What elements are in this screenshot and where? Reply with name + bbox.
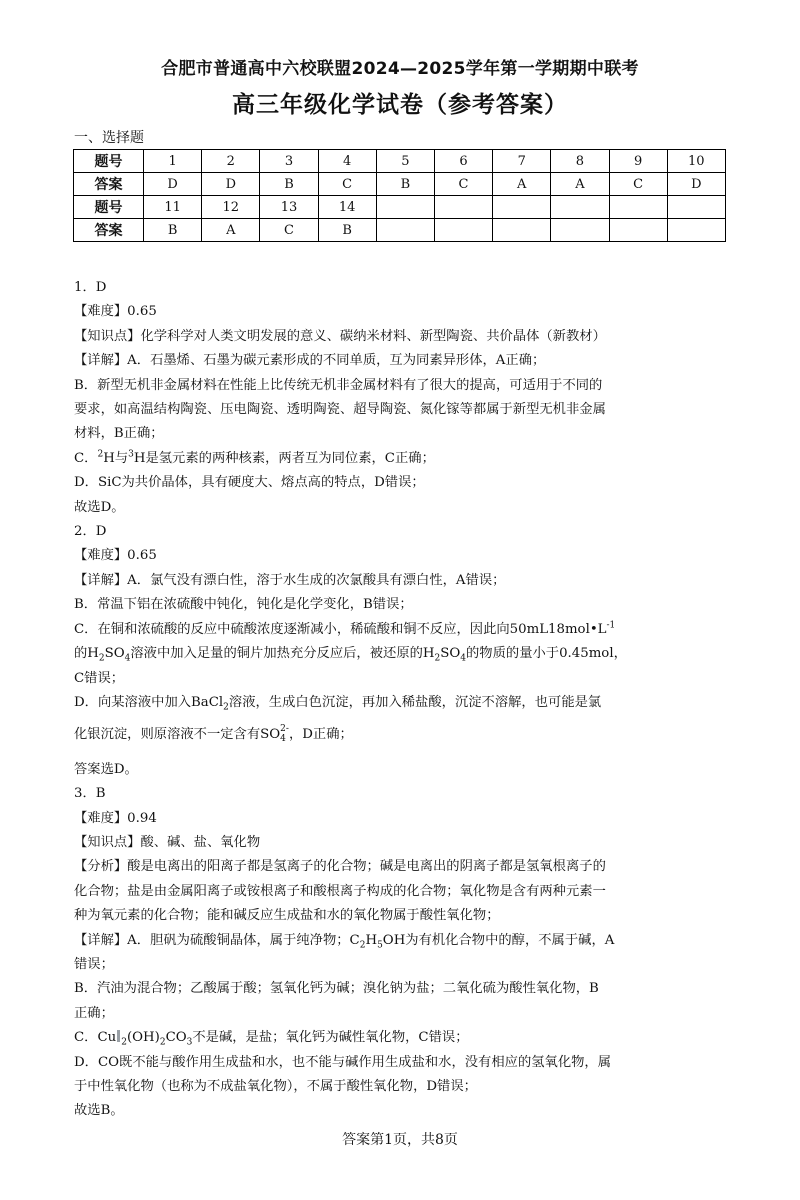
table-cell <box>434 196 492 219</box>
mass-number: 3 <box>128 449 134 460</box>
table-cell: 11 <box>144 196 202 219</box>
text-run: 的物质的量小于0.45mol， <box>466 646 627 662</box>
question-1-option-c <box>74 447 734 471</box>
subscript: 2 <box>359 940 366 951</box>
text-run: OH为有机化合物中的醇，不属于碱，A <box>382 932 615 948</box>
answer-header: 答案 <box>74 219 144 242</box>
table-cell: 4 <box>318 150 376 173</box>
ion-charge <box>280 724 289 744</box>
question-2-difficulty: 【难度】0.65 <box>74 548 157 564</box>
table-cell <box>609 196 667 219</box>
table-cell <box>551 219 609 242</box>
table-cell: B <box>376 173 434 196</box>
question-3-option-d: 于中性氧化物（也称为不成盐氧化物），不属于酸性氧化物，D错误； <box>74 1079 477 1094</box>
text-run: CO <box>165 1030 187 1046</box>
table-cell <box>493 196 551 219</box>
table-cell: C <box>434 173 492 196</box>
question-1-detail-a: 【详解】A．石墨烯、石墨为碳元素形成的不同单质，互为同素异形体，A正确； <box>74 353 546 369</box>
table-cell <box>493 219 551 242</box>
table-cell: A <box>551 173 609 196</box>
table-cell: C <box>609 173 667 196</box>
subscript: 4 <box>460 653 467 664</box>
question-1-option-b: 材料，B正确； <box>74 426 164 442</box>
mass-number: 2 <box>97 449 104 460</box>
question-number-header: 题号 <box>74 150 144 173</box>
table-cell: D <box>144 173 202 196</box>
table-cell: 13 <box>260 196 318 219</box>
table-cell: 10 <box>667 150 725 173</box>
table-cell: D <box>667 173 725 196</box>
text-run: 溶液中加入足量的铜片加热充分反应后，被还原的H <box>130 646 435 662</box>
table-cell: 5 <box>376 150 434 173</box>
question-2-option-b: B．常温下铝在浓硫酸中钝化，钝化是化学变化，B错误； <box>74 597 413 613</box>
text-run: H与 <box>103 450 129 466</box>
question-3-option-b: B．汽油为混合物；乙酸属于酸；氢氧化钙为碱；溴化钠为盐；二氧化硫为酸性氧化物，B <box>74 981 599 997</box>
question-3-detail-a <box>74 929 734 953</box>
table-cell: D <box>202 173 260 196</box>
question-3-difficulty: 【难度】0.94 <box>74 810 157 826</box>
question-2-option-c <box>74 618 734 642</box>
table-cell: 7 <box>493 150 551 173</box>
question-3-analysis: 化合物；盐是由金属阳离子或铵根离子和酸根离子构成的化合物；氧化物是含有两种元素一 <box>74 883 606 899</box>
text-run: H <box>365 932 378 948</box>
highlight-mark <box>117 1030 120 1042</box>
text-run: C．在铜和浓硫酸的反应中硫酸浓度逐渐减小，稀硫酸和铜不反应，因此向50mL18mol•L <box>74 621 607 637</box>
table-cell: 9 <box>609 150 667 173</box>
question-3-option-c <box>74 1026 734 1050</box>
table-cell <box>551 196 609 219</box>
question-3-answer: 3．B <box>74 786 106 802</box>
table-cell <box>609 219 667 242</box>
text-run: SO <box>440 646 461 662</box>
table-cell <box>667 219 725 242</box>
table-cell: 2 <box>202 150 260 173</box>
question-3-knowledge: 【知识点】酸、碱、盐、氧化物 <box>74 834 261 850</box>
question-2-option-d <box>74 691 734 715</box>
question-1-answer: 1．D <box>74 280 107 295</box>
table-cell <box>667 196 725 219</box>
question-3-option-d: D．CO既不能与酸作用生成盐和水，也不能与碱作用生成盐和水，没有相应的氢氧化物，属 <box>74 1054 612 1070</box>
subscript: 2 <box>223 702 229 713</box>
table-cell: C <box>318 173 376 196</box>
subscript: 3 <box>186 1037 193 1048</box>
question-1-difficulty: 【难度】0.65 <box>74 304 157 320</box>
question-1-knowledge: 【知识点】化学科学对人类文明发展的意义、碳纳米材料、新型陶瓷、共价晶体（新教材） <box>74 328 606 344</box>
question-number-header: 题号 <box>74 196 144 219</box>
question-2-option-d <box>74 723 734 747</box>
table-row <box>74 150 726 173</box>
question-2-option-c: C错误； <box>74 670 125 686</box>
answer-explanations <box>74 276 734 1124</box>
answer-header: 答案 <box>74 173 144 196</box>
table-row <box>74 173 726 196</box>
table-row <box>74 196 726 219</box>
table-cell: 12 <box>202 196 260 219</box>
subscript: 2 <box>98 653 105 664</box>
text-run: 的H <box>74 646 99 662</box>
section-heading: 一、选择题 <box>74 130 144 146</box>
text-run: 不是碱，是盐；氧化钙为碱性氧化物，C错误； <box>192 1030 469 1046</box>
table-cell: B <box>318 219 376 242</box>
subscript: 4 <box>124 653 131 664</box>
page-footer: 答案第1页，共8页 <box>342 1132 458 1148</box>
question-3-analysis: 种为氧元素的化合物；能和碱反应生成盐和水的氧化物属于酸性氧化物； <box>74 908 500 924</box>
question-1-conclusion: 故选D。 <box>74 499 125 515</box>
table-cell: A <box>202 219 260 242</box>
table-cell: 1 <box>144 150 202 173</box>
table-cell: A <box>493 173 551 196</box>
subscript: 2 <box>159 1037 166 1048</box>
text-run: ，D正确； <box>288 727 353 743</box>
text-run: C．Cu <box>74 1030 117 1046</box>
text-run: 化银沉淀，则原溶液不一定含有SO <box>74 727 281 743</box>
exam-subtitle: 高三年级化学试卷（参考答案） <box>232 92 568 118</box>
text-run: D．向某溶液中加入BaCl <box>74 694 224 710</box>
subscript: 2 <box>434 653 441 664</box>
text-run: SO <box>104 646 125 662</box>
question-3-analysis: 【分析】酸是电离出的阳离子都是氢离子的化合物；碱是电离出的阴离子都是氢氧根离子的 <box>74 859 606 875</box>
subscript: 4 <box>280 734 286 745</box>
table-cell: 3 <box>260 150 318 173</box>
table-cell: 14 <box>318 196 376 219</box>
question-2-conclusion: 答案选D。 <box>74 761 138 777</box>
question-1-option-d: D．SiC为共价晶体，具有硬度大、熔点高的特点，D错误； <box>74 475 425 491</box>
table-cell: B <box>260 173 318 196</box>
table-cell <box>434 219 492 242</box>
subscript: 5 <box>377 940 383 951</box>
answer-table <box>73 149 726 242</box>
table-row <box>74 219 726 242</box>
question-2-detail-a: 【详解】A．氯气没有漂白性，溶于水生成的次氯酸具有漂白性，A错误； <box>74 572 506 588</box>
text-run: (OH) <box>126 1030 160 1046</box>
text-run: C． <box>74 450 98 466</box>
superscript: -1 <box>606 620 616 631</box>
text-run: 溶液，生成白色沉淀，再加入稀盐酸，沉淀不溶解，也可能是氯 <box>228 694 602 710</box>
table-cell <box>376 196 434 219</box>
exam-title: 合肥市普通高中六校联盟2024—2025学年第一学期期中联考 <box>161 59 639 79</box>
table-cell <box>376 219 434 242</box>
question-2-option-c <box>74 642 734 666</box>
question-3-detail-a: 错误； <box>74 956 114 972</box>
table-cell: C <box>260 219 318 242</box>
table-cell: 6 <box>434 150 492 173</box>
subscript: 2 <box>121 1037 127 1048</box>
table-cell: 8 <box>551 150 609 173</box>
text-run: 【详解】A．胆矾为硫酸铜晶体，属于纯净物；C <box>74 932 360 948</box>
table-cell: B <box>144 219 202 242</box>
question-3-conclusion: 故选B。 <box>74 1103 124 1119</box>
question-3-option-b: 正确； <box>74 1005 114 1021</box>
text-run: H是氢元素的两种核素，两者互为同位素，C正确； <box>133 450 435 466</box>
question-2-answer: 2．D <box>74 524 107 540</box>
question-1-option-b: B．新型无机非金属材料在性能上比传统无机非金属材料有了很大的提高，可适用于不同的 <box>74 377 603 393</box>
question-1-option-b: 要求，如高温结构陶瓷、压电陶瓷、透明陶瓷、超导陶瓷、氮化镓等都属于新型无机非金属 <box>74 402 606 418</box>
superscript: 2- <box>280 724 289 735</box>
